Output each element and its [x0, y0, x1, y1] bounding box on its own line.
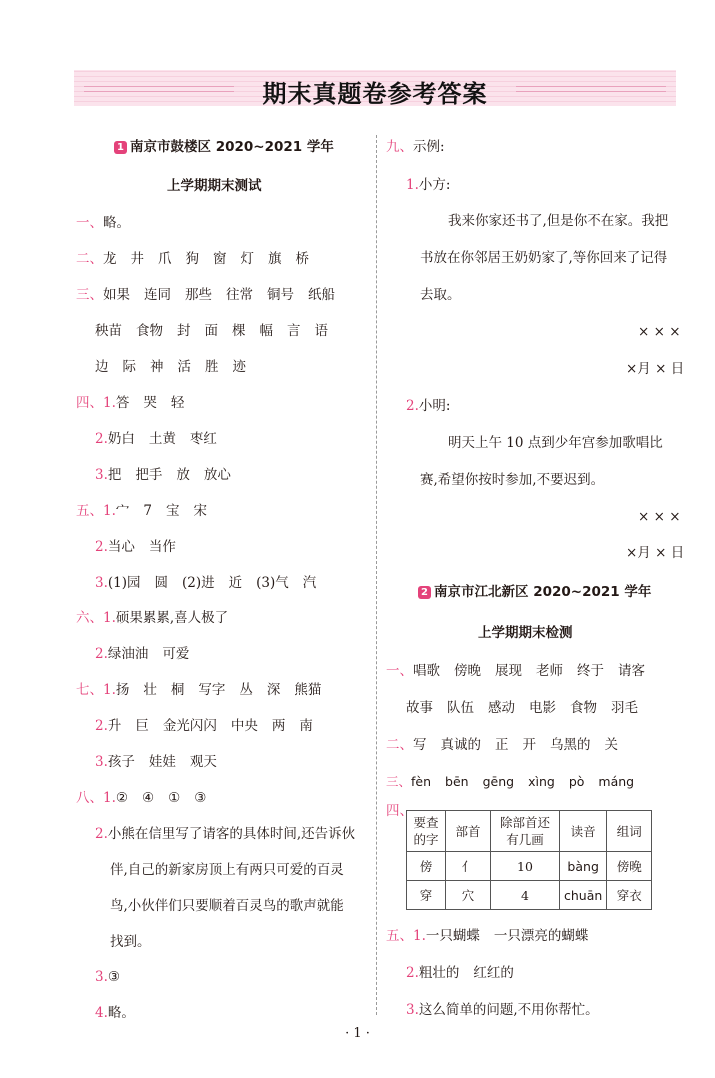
answer-3-row-2: 秧苗 食物 封 面 棵 幅 言 语: [95, 323, 328, 339]
section-2-title: 2 南京市江北新区 2020~2021 学年: [418, 582, 651, 602]
answer-3-row-1: 三、如果 连同 那些 往常 铜号 纸船: [76, 287, 335, 303]
answer-9-1-line-2: 书放在你邻居王奶奶家了,等你回来了记得: [420, 250, 668, 266]
answer-1: 一、略。: [76, 215, 130, 231]
answer-r5-2: 2.粗壮的 红红的: [406, 965, 514, 981]
answer-9-1-line-1: 我来你家还书了,但是你不在家。我把: [448, 213, 669, 229]
table-cell: 穴: [446, 881, 491, 910]
answer-r2: 二、写 真诚的 正 开 乌黑的 关: [386, 737, 618, 753]
answer-9-2-to: 2.小明:: [406, 398, 451, 414]
column-divider: [376, 135, 377, 1015]
section-badge: 2: [418, 586, 431, 599]
table-cell: 4: [491, 881, 560, 910]
section-badge: 1: [114, 141, 127, 154]
table-header-cell: 组词: [607, 811, 652, 852]
table-cell: 穿: [407, 881, 446, 910]
answer-9-1-line-3: 去取。: [420, 287, 461, 303]
answer-9-1-to: 1.小方:: [406, 177, 451, 193]
answer-r5-3: 3.这么简单的问题,不用你帮忙。: [406, 1002, 599, 1018]
answer-7-3: 3.孩子 娃娃 观天: [95, 754, 217, 770]
answer-r3: 三、fèn bēn gēng xìng pò máng: [386, 774, 635, 789]
answer-r1-row-2: 故事 队伍 感动 电影 食物 羽毛: [406, 700, 638, 716]
answer-4-1: 四、1.答 哭 轻: [76, 395, 185, 411]
answer-5-2: 2.当心 当作: [95, 539, 176, 555]
answer-4-2: 2.奶白 土黄 枣红: [95, 431, 217, 447]
answer-9-2-date: ×月 × 日: [626, 545, 685, 561]
answer-9-2-line-1: 明天上午 10 点到少年宫参加歌唱比: [448, 435, 663, 451]
table-cell: 穿衣: [607, 881, 652, 910]
answer-8-3: 3.③: [95, 969, 120, 985]
section-2-subtitle: 上学期期末检测: [478, 625, 573, 641]
table-header-cell: 除部首还 有几画: [491, 811, 560, 852]
answer-9-2-line-2: 赛,希望你按时参加,不要迟到。: [420, 472, 605, 488]
answer-7-1: 七、1.扬 壮 桐 写字 丛 深 熊猫: [76, 682, 322, 698]
answer-r4-label: 四、: [386, 803, 413, 819]
table-cell: 傍: [407, 852, 446, 881]
table-header-row: [407, 811, 652, 852]
answer-5-3: 3.(1)园 圆 (2)进 近 (3)气 汽: [95, 575, 317, 591]
table-cell: 亻: [446, 852, 491, 881]
section-1-subtitle: 上学期期末测试: [167, 178, 262, 194]
answer-4-3: 3.把 把手 放 放心: [95, 467, 231, 483]
answer-9-2-sign: × × ×: [638, 509, 681, 525]
answer-7-2: 2.升 巨 金光闪闪 中央 两 南: [95, 718, 313, 734]
answer-8-4: 4.略。: [95, 1005, 135, 1021]
table-header-cell: 读音: [560, 811, 607, 852]
section-1-title: 1 南京市鼓楼区 2020~2021 学年: [114, 137, 334, 157]
answer-9: 九、示例:: [386, 139, 445, 155]
answer-r5-1: 五、1.一只蝴蝶 一只漂亮的蝴蝶: [386, 928, 589, 944]
page-title: 期末真题卷参考答案: [262, 80, 488, 108]
table-header-cell: 要查 的字: [407, 811, 446, 852]
table-cell: bàng: [560, 852, 607, 881]
answer-8-2-line-4: 找到。: [110, 934, 151, 950]
character-table: [406, 810, 652, 910]
answer-9-1-date: ×月 × 日: [626, 361, 685, 377]
answer-8-2-line-3: 鸟,小伙伴们只要顺着百灵鸟的歌声就能: [110, 898, 344, 914]
answer-3-row-3: 边 际 神 活 胜 迹: [95, 359, 246, 375]
answer-5-1: 五、1.宀 7 宝 宋: [76, 503, 207, 519]
answer-8-2-line-1: 2.小熊在信里写了请客的具体时间,还告诉伙: [95, 826, 356, 842]
answer-6-1: 六、1.硕果累累,喜人极了: [76, 610, 229, 626]
answer-6-2: 2.绿油油 可爱: [95, 646, 190, 662]
table-cell: 傍晚: [607, 852, 652, 881]
table-row: [407, 852, 652, 881]
table-header-cell: 部首: [446, 811, 491, 852]
table-cell: 10: [491, 852, 560, 881]
answer-2: 二、龙 井 爪 狗 窗 灯 旗 桥: [76, 251, 309, 267]
answer-8-2-line-2: 伴,自己的新家房顶上有两只可爱的百灵: [110, 862, 344, 878]
answer-r1-row-1: 一、唱歌 傍晚 展现 老师 终于 请客: [386, 663, 645, 679]
answer-8-1: 八、1.② ④ ① ③: [76, 790, 207, 806]
table-row: [407, 881, 652, 910]
table-cell: chuān: [560, 881, 607, 910]
answer-9-1-sign: × × ×: [638, 324, 681, 340]
page-number: · 1 ·: [345, 1026, 370, 1041]
title-banner: [74, 70, 676, 106]
